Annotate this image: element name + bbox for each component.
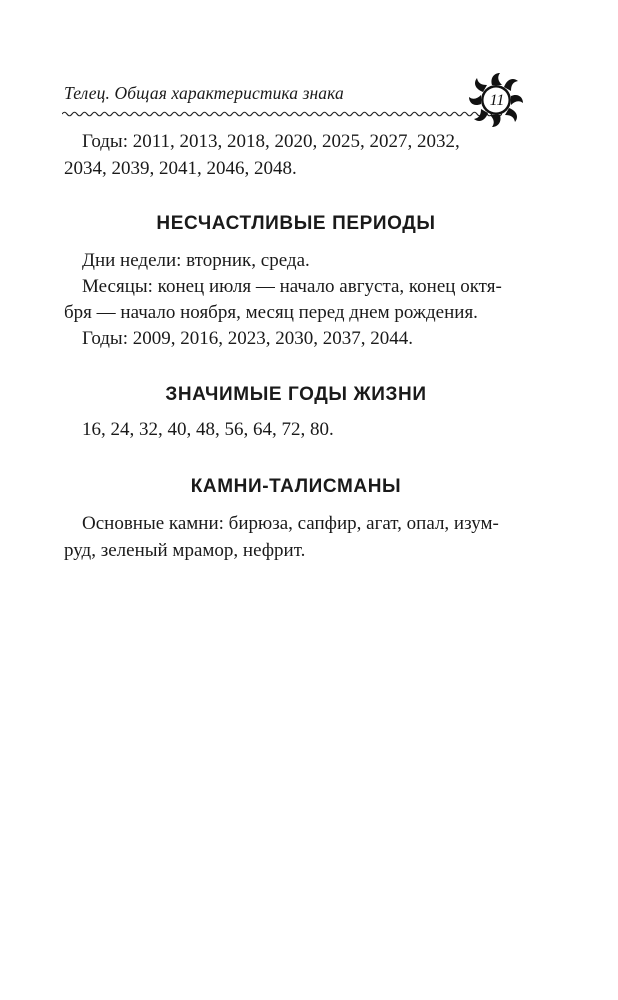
unlucky-days: Дни недели: вторник, среда. (82, 250, 310, 271)
sun-page-number-ornament (466, 72, 526, 128)
talisman-stones-line2: руд, зеленый мрамор, нефрит. (64, 540, 306, 561)
significant-years-list: 16, 24, 32, 40, 48, 56, 64, 72, 80. (82, 419, 334, 440)
talisman-stones-line1: Основные камни: бирюза, сапфир, агат, опал, изум- (82, 513, 499, 534)
wavy-header-rule (62, 110, 502, 118)
unlucky-years: Годы: 2009, 2016, 2023, 2030, 2037, 2044. (82, 328, 413, 349)
page-number: 11 (489, 92, 505, 109)
unlucky-months-line2: бря — начало ноября, месяц перед днем рождения. (64, 302, 478, 323)
lucky-years-line1: Годы: 2011, 2013, 2018, 2020, 2025, 2027, 2032, (82, 131, 460, 152)
unlucky-months-line1: Месяцы: конец июля — начало августа, конец октя- (82, 276, 502, 297)
running-head: Телец. Общая характеристика знака (64, 83, 344, 103)
heading-talisman-stones: КАМНИ-ТАЛИСМАНЫ (190, 476, 402, 497)
heading-significant-years: ЗНАЧИМЫЕ ГОДЫ ЖИЗНИ (165, 384, 427, 405)
heading-unlucky-periods: НЕСЧАСТЛИВЫЕ ПЕРИОДЫ (156, 213, 436, 234)
lucky-years-line2: 2034, 2039, 2041, 2046, 2048. (64, 158, 297, 179)
